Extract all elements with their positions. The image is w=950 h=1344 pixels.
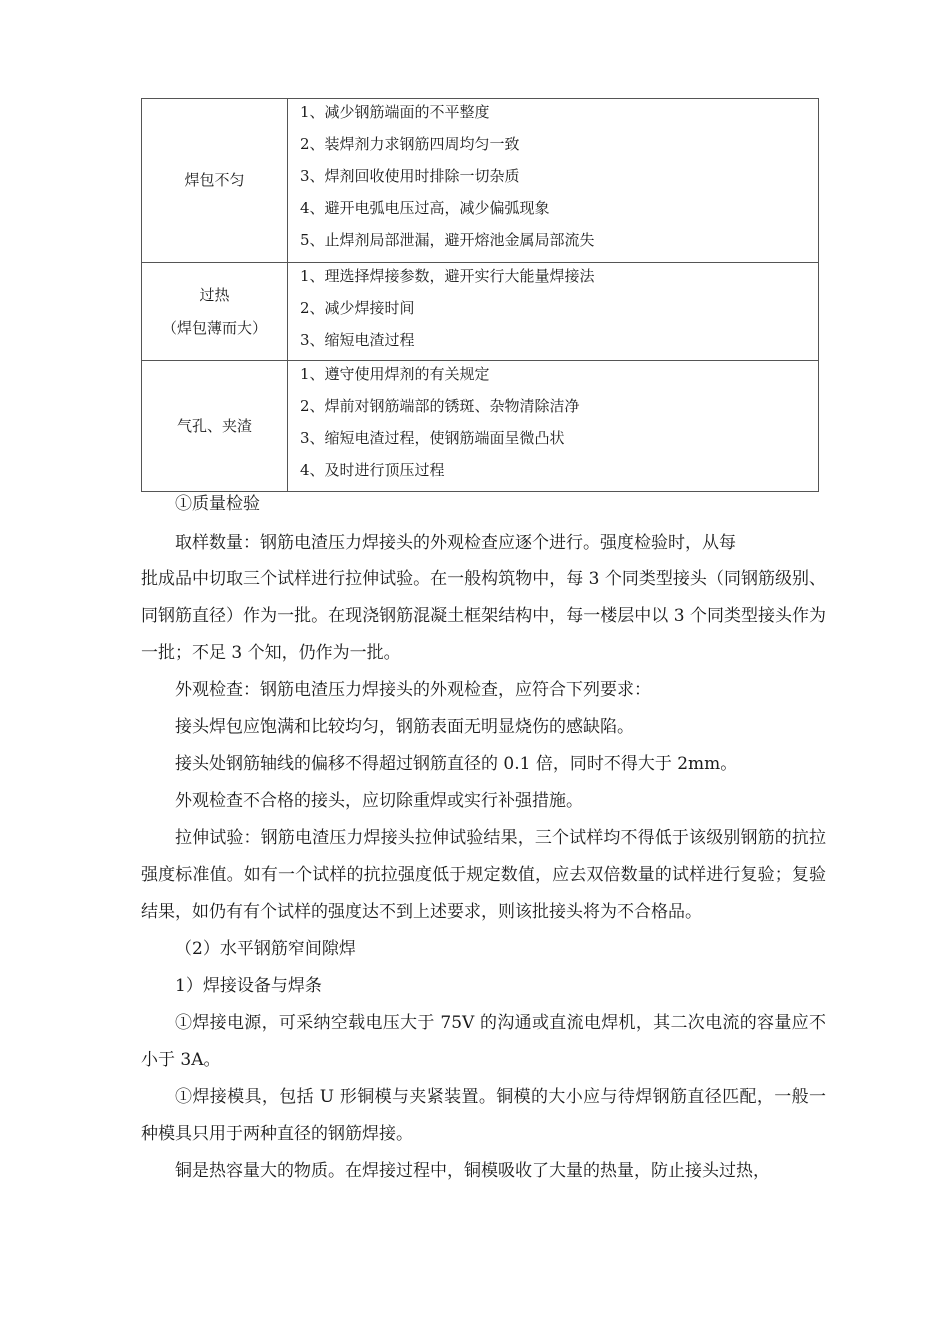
measures-cell <box>288 361 819 492</box>
paragraph-sampling-first-line: 取样数量：钢筋电渣压力焊接头的外观检查应逐个进行。强度检验时，从每 <box>175 533 736 553</box>
defect-cause: 过热 <box>199 285 230 304</box>
paragraph-sampling: 批成品中切取三个试样进行拉伸试验。在一般构筑物中，每 3 个同类型接头（同钢筋级别、同钢筋直径）作为一批。在现浇钢筋混凝土框架结构中，每一楼层中以 3 个同类型接头作为一批；不足 3 个知，仍作为一批。 <box>141 569 826 663</box>
paragraph-tensile-test: 拉伸试验：钢筋电渣压力焊接头拉伸试验结果，三个试样均不得低于该级别钢筋的抗拉强度标准值。如有一个试样的抗拉强度低于规定数值，应去双倍数量的试样进行复验；复验结果，如仍有有个试样的强度达不到上述要求，则该批接头将为不合格品。 <box>141 828 826 922</box>
measure-item: 1、理选择焊接参数，避开实行大能量焊接法 <box>300 267 595 285</box>
measure-item: 3、缩短电渣过程 <box>300 331 415 349</box>
table-row <box>142 263 819 361</box>
measures-cell <box>288 263 819 361</box>
measure-item: 2、焊前对钢筋端部的锈斑、杂物清除洁净 <box>300 397 580 415</box>
measure-item: 4、避开电弧电压过高，减少偏弧现象 <box>300 199 550 217</box>
paragraph-power-source: ①焊接电源，可采纳空载电压大于 75V 的沟通或直流电焊机，其二次电流的容量应不小于 3A。 <box>141 1013 826 1070</box>
body-text <box>141 487 826 1190</box>
measure-item: 3、缩短电渣过程，使钢筋端面呈微凸状 <box>300 429 565 447</box>
paragraph-mold: ①焊接模具，包括 U 形铜模与夹紧装置。铜模的大小应与待焊钢筋直径匹配，一般一种模具只用于两种直径的钢筋焊接。 <box>141 1087 826 1144</box>
defect-cause-note: （焊包薄而大） <box>161 318 267 337</box>
measure-item: 4、及时进行顶压过程 <box>300 461 445 479</box>
measure-item: 1、遵守使用焊剂的有关规定 <box>300 365 490 383</box>
table-row <box>142 99 819 263</box>
defect-cause-cell <box>142 99 288 263</box>
paragraph-copper: 铜是热容量大的物质。在焊接过程中，铜模吸收了大量的热量，防止接头过热， <box>175 1161 770 1181</box>
heading-equipment: 1）焊接设备与焊条 <box>175 976 322 996</box>
measure-item: 2、装焊剂力求钢筋四周均匀一致 <box>300 135 520 153</box>
paragraph-reweld: 外观检查不合格的接头，应切除重焊或实行补强措施。 <box>175 791 583 811</box>
measures-cell <box>288 99 819 263</box>
section-heading-quality-inspection: ①质量检验 <box>175 494 260 514</box>
measure-item: 5、止焊剂局部泄漏，避开熔池金属局部流失 <box>300 231 595 249</box>
measure-item: 3、焊剂回收使用时排除一切杂质 <box>300 167 520 185</box>
defect-cause: 焊包不匀 <box>184 171 245 189</box>
defect-cause-cell <box>142 361 288 492</box>
table-row <box>142 361 819 492</box>
paragraph-axis-offset: 接头处钢筋轴线的偏移不得超过钢筋直径的 0.1 倍，同时不得大于 2mm。 <box>175 754 738 774</box>
defect-cause-cell <box>142 263 288 361</box>
defect-measures-table <box>141 98 819 492</box>
defect-cause: 气孔、夹渣 <box>176 416 252 435</box>
paragraph-weld-bulge: 接头焊包应饱满和比较均匀，钢筋表面无明显烧伤的感缺陷。 <box>175 717 634 737</box>
measure-item: 1、减少钢筋端面的不平整度 <box>300 103 490 121</box>
heading-narrow-gap-welding: （2）水平钢筋窄间隙焊 <box>175 939 356 959</box>
paragraph-visual-inspection: 外观检查：钢筋电渣压力焊接头的外观检查，应符合下列要求： <box>175 680 651 700</box>
measure-item: 2、减少焊接时间 <box>300 299 415 317</box>
